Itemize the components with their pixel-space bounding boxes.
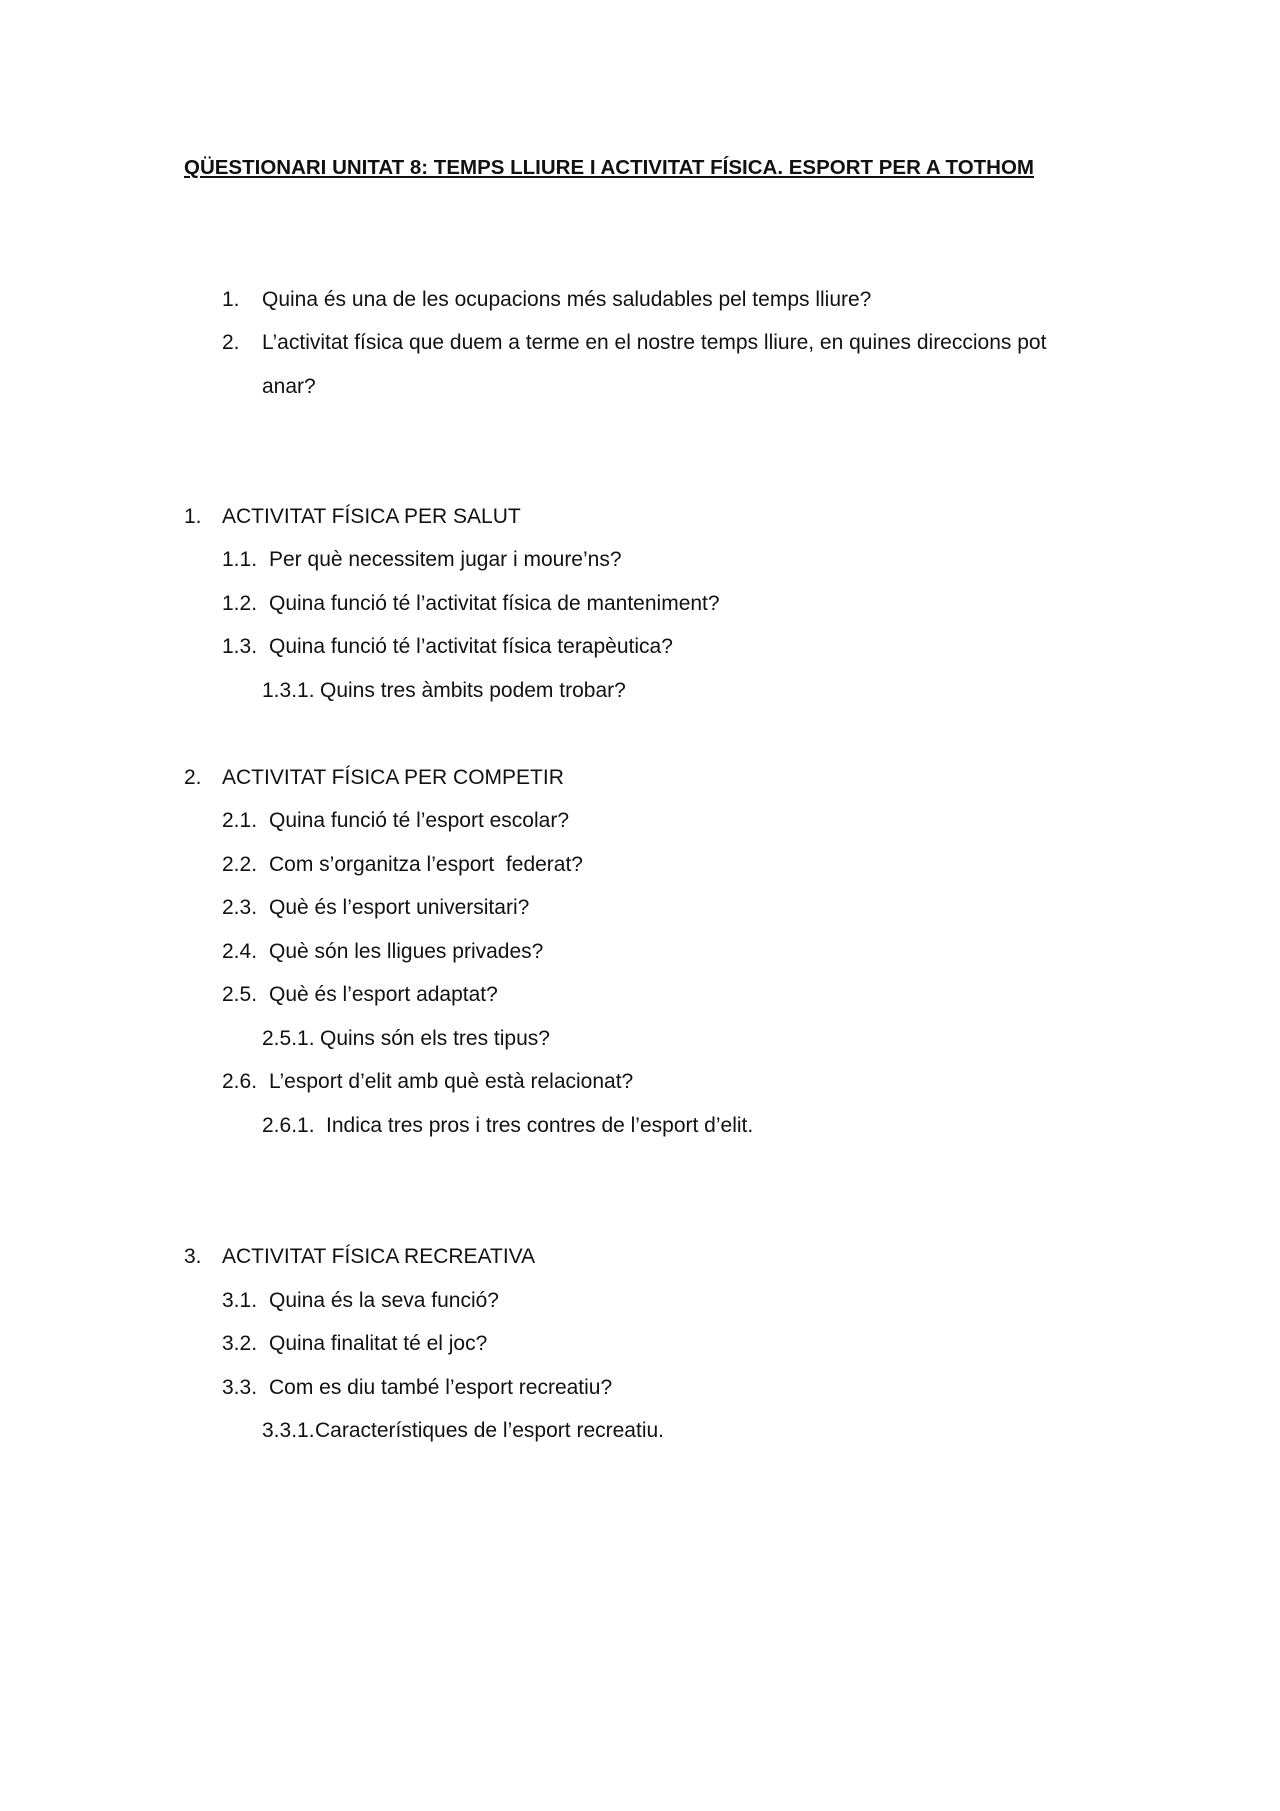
subquestion-number: 1.3.1. [262, 679, 315, 702]
subquestion-number: 2.6.1. [262, 1114, 315, 1137]
intro-item-2-text: L’activitat física que duem a terme en el nostre temps lliure, en quines direccions pot [262, 331, 1047, 354]
question-text: Què és l’esport adaptat? [269, 983, 498, 1006]
question-number: 3.3. [222, 1376, 258, 1399]
question-number: 3.1. [222, 1289, 258, 1312]
section-3-heading: ACTIVITAT FÍSICA RECREATIVA [222, 1245, 536, 1268]
section-2-heading: ACTIVITAT FÍSICA PER COMPETIR [222, 766, 564, 789]
question-text: Què és l’esport universitari? [269, 896, 530, 919]
question-text: Què són les lligues privades? [269, 940, 544, 963]
section-1-number: 1. [184, 505, 202, 528]
question-number: 2.3. [222, 896, 258, 919]
subquestion-text: Característiques de l’esport recreatiu. [315, 1419, 664, 1442]
question-text: Com s’organitza l’esport federat? [269, 853, 583, 876]
intro-item-1-text: Quina és una de les ocupacions més saludables pel temps lliure? [262, 288, 872, 311]
question-number: 1.2. [222, 592, 258, 615]
subquestion-number: 2.5.1. [262, 1027, 315, 1050]
question-text: Quina funció té l’activitat física de manteniment? [269, 592, 720, 615]
intro-item-2-continuation: anar? [262, 375, 316, 398]
section-3-number: 3. [184, 1245, 202, 1268]
subquestion-text: Indica tres pros i tres contres de l’esport d’elit. [326, 1114, 754, 1137]
question-number: 2.4. [222, 940, 258, 963]
question-text: Quina funció té l’esport escolar? [269, 809, 569, 832]
question-text: Com es diu també l’esport recreatiu? [269, 1376, 613, 1399]
subquestion-text: Quins són els tres tipus? [320, 1027, 550, 1050]
question-text: L’esport d’elit amb què està relacionat? [269, 1070, 634, 1093]
question-number: 2.2. [222, 853, 258, 876]
intro-item-2-number: 2. [222, 331, 240, 354]
document-title: QÜESTIONARI UNITAT 8: TEMPS LLIURE I ACTIVITAT FÍSICA. ESPORT PER A TOTHOM [184, 156, 1034, 179]
question-number: 2.6. [222, 1070, 258, 1093]
intro-item-1-number: 1. [222, 288, 240, 311]
question-number: 1.3. [222, 635, 258, 658]
question-text: Per què necessitem jugar i moure’ns? [269, 548, 622, 571]
question-number: 1.1. [222, 548, 258, 571]
question-number: 3.2. [222, 1332, 258, 1355]
question-number: 2.5. [222, 983, 258, 1006]
question-text: Quina és la seva funció? [269, 1289, 499, 1312]
section-1-heading: ACTIVITAT FÍSICA PER SALUT [222, 505, 521, 528]
section-2-number: 2. [184, 766, 202, 789]
question-number: 2.1. [222, 809, 258, 832]
question-text: Quina finalitat té el joc? [269, 1332, 488, 1355]
subquestion-number: 3.3.1. [262, 1419, 315, 1442]
question-text: Quina funció té l’activitat física terapèutica? [269, 635, 673, 658]
subquestion-text: Quins tres àmbits podem trobar? [320, 679, 626, 702]
